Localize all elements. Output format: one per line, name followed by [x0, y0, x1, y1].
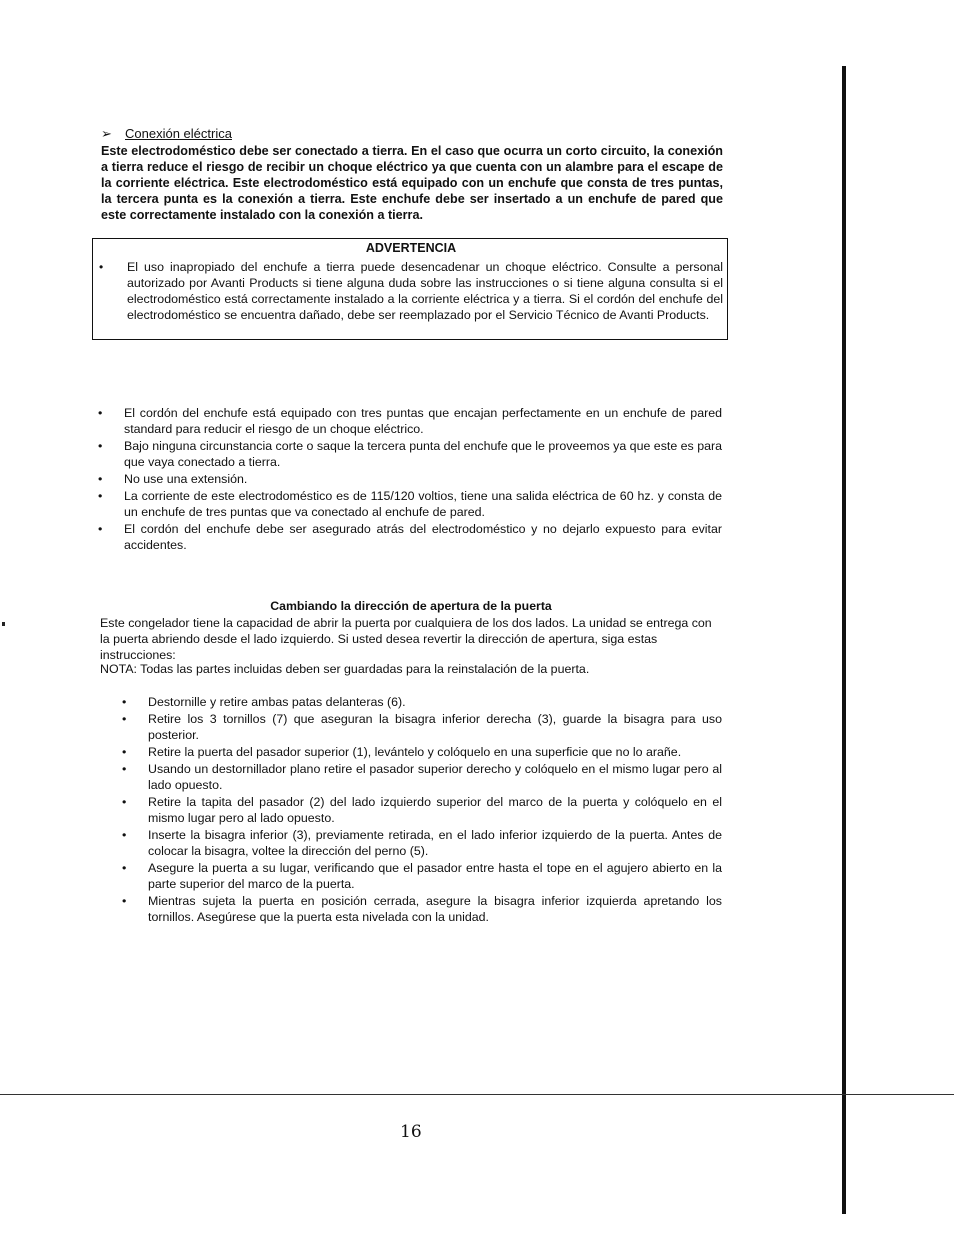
bullet-icon: • [122, 712, 127, 726]
warning-text: El uso inapropiado del enchufe a tierra puede desencadenar un choque eléctrico. Consulte a personal autorizado por Avanti Products si tiene alguna duda sobre las instrucciones o si tiene alguna consulta si el electrodoméstico está correctamente instalado a la corriente eléctrica y a tierra. Si el cordón del enchufe del electrodoméstico se encuentra dañado, debe ser reemplazado por el Servicio Técnico de Avanti Products. [127, 260, 723, 322]
door-section-title: Cambiando la dirección de apertura de la puerta [270, 599, 552, 613]
list-item [122, 827, 722, 859]
section-heading [101, 126, 232, 142]
bullet-icon: • [122, 894, 127, 908]
warning-title: ADVERTENCIA [365, 241, 457, 255]
list-item-text: Asegure la puerta a su lugar, verificando que el pasador entre hasta el tope en el agujero abierto en la parte superior del marco de la puerta. [148, 861, 722, 891]
list-item [122, 711, 722, 743]
list-item-text: El cordón del enchufe está equipado con tres puntas que encajan perfectamente en un enchufe de pared standard para reducir el riesgo de un choque eléctrico. [124, 406, 722, 436]
bullet-icon: • [122, 795, 127, 809]
page-number: 16 [400, 1122, 422, 1142]
section-title: Conexión eléctrica [125, 126, 232, 141]
list-item-text: Mientras sujeta la puerta en posición cerrada, asegure la bisagra inferior izquierda apretando los tornillos. Asegúrese que la puerta esta nivelada con la unidad. [148, 894, 722, 924]
list-item-text: Retire los 3 tornillos (7) que aseguran la bisagra inferior derecha (3), guarde la bisagra para uso posterior. [148, 712, 722, 742]
list-item [98, 405, 722, 437]
list-item-text: Retire la tapita del pasador (2) del lado izquierdo superior del marco de la puerta y colóquelo en el mismo lugar pero al lado opuesto. [148, 795, 722, 825]
list-item-text: Usando un destornillador plano retire el pasador superior derecho y colóquelo en el mismo lugar pero al lado opuesto. [148, 762, 722, 792]
list-item [122, 794, 722, 826]
list-item-text: El cordón del enchufe debe ser asegurado atrás del electrodoméstico y no dejarlo expuesto para evitar accidentes. [124, 522, 722, 552]
list-item-text: Retire la puerta del pasador superior (1), levántelo y colóquelo en una superficie que no lo arañe. [148, 745, 682, 759]
list-item [98, 438, 722, 470]
warning-box [92, 238, 728, 340]
bullet-icon: • [122, 695, 127, 709]
grounding-intro-paragraph: Este electrodoméstico debe ser conectado a tierra. En el caso que ocurra un corto circuito, la conexión a tierra reduce el riesgo de recibir un choque eléctrico ya que cuenta con un alambre para el escape de la corriente eléctrica. Este electrodoméstico está equipado con un enchufe que consta de tres puntas, la tercera punta es la conexión a tierra. Este enchufe debe ser insertado a un enchufe de pared que este correctamente instalado con la conexión a tierra. [101, 144, 723, 222]
list-item-text: No use una extensión. [124, 472, 248, 486]
list-item [122, 893, 722, 925]
list-item [122, 761, 722, 793]
list-item-text: Bajo ninguna circunstancia corte o saque la tercera punta del enchufe que le proveemos ya que este es para que vaya conectado a tierra. [124, 439, 722, 469]
list-item [122, 744, 722, 760]
bullet-icon: • [99, 260, 104, 274]
footer-divider [0, 1094, 954, 1095]
list-item [98, 488, 722, 520]
bullet-icon: • [122, 861, 127, 875]
list-item [122, 860, 722, 892]
door-steps-list [122, 694, 722, 926]
bullet-icon: • [98, 522, 103, 536]
arrow-bullet-icon: ➢ [101, 126, 112, 141]
bullet-icon: • [98, 472, 103, 486]
scan-page-edge [842, 66, 846, 1214]
list-item [122, 694, 722, 710]
bullet-icon: • [98, 406, 103, 420]
plug-safety-list [98, 405, 722, 554]
list-item-text: La corriente de este electrodoméstico es de 115/120 voltios, tiene una salida eléctrica de 60 hz. y consta de un enchufe de tres puntas que va conectado al enchufe de pared. [124, 489, 722, 519]
door-note: NOTA: Todas las partes incluidas deben ser guardadas para la reinstalación de la puerta. [100, 662, 590, 676]
bullet-icon: • [122, 745, 127, 759]
door-intro-paragraph: Este congelador tiene la capacidad de abrir la puerta por cualquiera de los dos lados. La unidad se entrega con la puerta abriendo desde el lado izquierdo. Si usted desea revertir la dirección de apertura, siga estas instrucciones: [100, 616, 712, 662]
list-item [98, 521, 722, 553]
bullet-icon: • [98, 439, 103, 453]
scan-speck [2, 622, 5, 626]
bullet-icon: • [122, 762, 127, 776]
bullet-icon: • [122, 828, 127, 842]
list-item-text: Destornille y retire ambas patas delanteras (6). [148, 695, 406, 709]
bullet-icon: • [98, 489, 103, 503]
list-item-text: Inserte la bisagra inferior (3), previamente retirada, en el lado inferior izquierdo de la puerta. Antes de colocar la bisagra, voltee la dirección del perno (5). [148, 828, 722, 858]
list-item [98, 471, 722, 487]
